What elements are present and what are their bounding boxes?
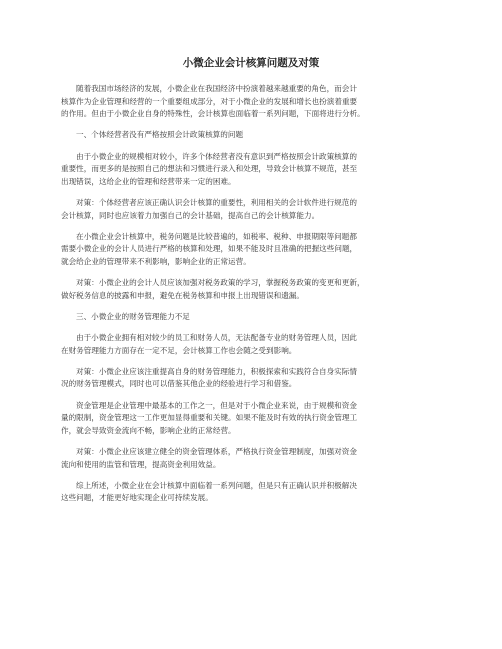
text-line: 出现错误，这给企业的管理和经营带来一定的困难。 xyxy=(61,176,236,186)
paragraph xyxy=(61,197,447,222)
text-line: 核算作为企业管理和经营的一个重要组成部分，对于小微企业的发展和增长也扮演着重要 xyxy=(61,96,358,106)
text-line: 流向和使用的监管和管理，提高资金利用效益。 xyxy=(61,459,221,469)
text-line: 对策：小微企业应该建立健全的资金管理体系，严格执行资金管理制度，加强对资金 xyxy=(76,447,357,456)
text-line: 需要小微企业的会计人员进行严格的核算和处理，如果不能及时且准确的把握这些问题， xyxy=(61,244,358,254)
document-body xyxy=(61,83,447,514)
text-line: 在小微企业会计核算中，税务问题是比较普遍的，如税率、税种、申报期限等问题都 xyxy=(76,231,357,241)
section-heading xyxy=(61,129,447,142)
text-line: 对策：个体经营者应该正确认识会计核算的重要性，利用相关的会计软件进行规范的 xyxy=(76,197,357,207)
text-line: 由于小微企业拥有相对较少的员工和财务人员，无法配备专业的财务管理人员，因此 xyxy=(76,333,357,343)
text-line: 就会给企业的管理带来不利影响，影响企业的正常运营。 xyxy=(61,256,251,266)
text-line: 综上所述，小微企业在会计核算中面临着一系列问题，但是只有正确认识并积极解决 xyxy=(76,480,357,490)
text-line: 会计核算，同时也应该着力加强自己的会计基础，提高自己的会计核算能力。 xyxy=(61,210,320,220)
text-line: 况的财务管理模式，同时也可以借鉴其他企业的经验进行学习和借鉴。 xyxy=(61,379,297,389)
text-line: 随着我国市场经济的发展，小微企业在我国经济中扮演着越来越重要的角色，而会计 xyxy=(76,84,357,93)
text-line: 重要性，而更多的是按照自己的想法和习惯进行录入和处理，导致会计核算不规范，甚至 xyxy=(61,164,358,174)
paragraph xyxy=(61,332,447,357)
paragraph xyxy=(61,151,447,189)
paragraph xyxy=(61,231,447,269)
paragraph xyxy=(61,446,447,471)
text-line: 对策：小微企业的会计人员应该加强对税务政策的学习，掌握税务政策的变更和更新， xyxy=(76,278,365,288)
text-line: 这些问题，才能更好地实现企业可持续发展。 xyxy=(61,493,213,503)
text-line: 对策：小微企业应该注重提高自身的财务管理能力，积极探索和实践符合自身实际情 xyxy=(76,366,357,376)
paragraph xyxy=(61,400,447,438)
text-line: 三、小微企业的财务管理能力不足 xyxy=(76,311,190,321)
text-line: 作，就会导致资金流向不畅，影响企业的正常经营。 xyxy=(61,425,236,435)
text-line: 一、个体经营者没有严格按照会计政策核算的问题 xyxy=(76,130,244,140)
paragraph xyxy=(61,480,447,505)
paragraph xyxy=(61,277,447,302)
text-line: 资金管理是企业管理中最基本的工作之一，但是对于小微企业来说，由于规模和资金 xyxy=(76,400,357,410)
paragraph xyxy=(61,83,447,121)
text-line: 量的限制，资金管理这一工作更加显得重要和关键。如果不能及时有效的执行资金管理工 xyxy=(61,413,358,423)
paragraph xyxy=(61,366,447,391)
text-line: 做好税务信息的披露和申报，避免在税务核算和申报上出现错误和遗漏。 xyxy=(61,290,304,300)
section-heading xyxy=(61,311,447,324)
text-line: 的作用。但由于小微企业自身的特殊性，会计核算也面临着一系列问题，下面将进行分析。 xyxy=(61,109,365,119)
document-title: 小微企业会计核算问题及对策 xyxy=(182,57,320,69)
text-line: 由于小微企业的规模相对较小，许多个体经营者没有意识到严格按照会计政策核算的 xyxy=(76,151,357,161)
text-line: 在财务管理能力方面存在一定不足，会计核算工作也会随之受到影响。 xyxy=(61,345,297,355)
